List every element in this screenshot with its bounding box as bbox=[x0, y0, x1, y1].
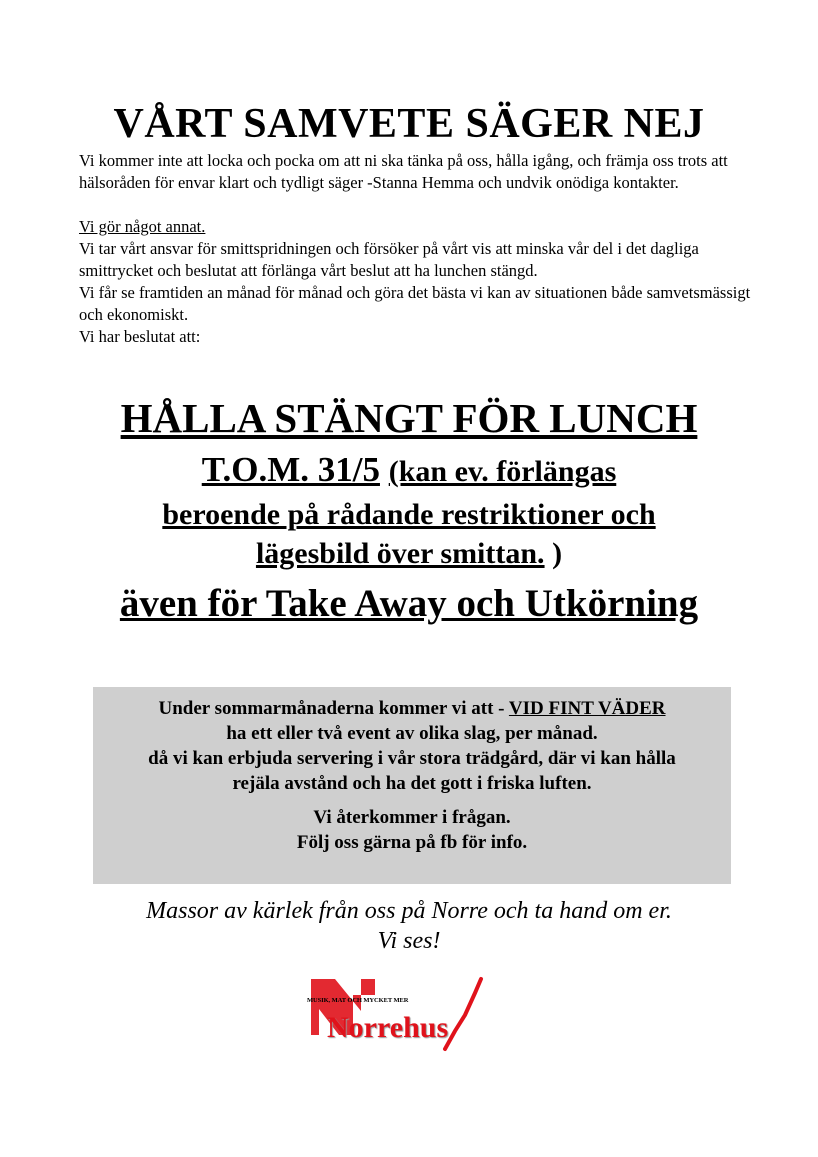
headline-closed-lunch: HÅLLA STÄNGT FÖR LUNCH bbox=[120, 395, 698, 441]
box-line-1-text: Under sommarmånaderna kommer vi att - bbox=[158, 698, 509, 719]
box-line-2: ha ett eller två event av olika slag, per månad. bbox=[226, 723, 598, 744]
page-title: VÅRT SAMVETE SÄGER NEJ bbox=[113, 101, 705, 147]
closing-message bbox=[0, 896, 818, 956]
norrehus-logo bbox=[305, 975, 490, 1053]
intro-paragraph-3: Vi får se framtiden an månad för månad och göra det bästa vi kan av situationen både samvetsmässigt och ekonomiskt. bbox=[79, 283, 751, 324]
intro-paragraph-4: Vi har beslutat att: bbox=[79, 327, 201, 346]
box-line-1-weather: VID FINT VÄDER bbox=[508, 698, 666, 719]
closing-line-2: Vi ses! bbox=[377, 928, 441, 954]
headline-date-note: (kan ev. förlängas bbox=[388, 455, 617, 488]
intro-subheading: Vi gör något annat. bbox=[79, 217, 206, 236]
headline-date-main: T.O.M. 31/5 bbox=[201, 450, 380, 489]
summer-info-box bbox=[93, 687, 731, 884]
box-line-5: Vi återkommer i frågan. bbox=[313, 807, 511, 828]
box-line-4: rejäla avstånd och ha det gott i friska luften. bbox=[232, 773, 592, 794]
logo-wordmark: Norrehus bbox=[327, 1011, 449, 1044]
headline-condition-ul: lägesbild över smittan. bbox=[255, 537, 545, 570]
intro-paragraph-1: Vi kommer inte att locka och pocka om att ni ska tänka på oss, hålla igång, och främja oss trots att hälsoråden för envar klart och tydligt säger -Stanna Hemma och undvik onödiga kontakter. bbox=[79, 151, 728, 192]
intro-paragraph-2: Vi tar vårt ansvar för smittspridningen och försöker på vårt vis att minska vår del i det dagliga smittrycket och beslutat att förlänga vårt beslut att ha lunchen stängd. bbox=[79, 239, 699, 280]
logo-tagline: MUSIK, MAT OCH MYCKET MER bbox=[307, 997, 409, 1004]
closing-line-1: Massor av kärlek från oss på Norre och ta hand om er. bbox=[146, 898, 672, 924]
headline-date bbox=[0, 448, 818, 494]
headline-condition: beroende på rådande restriktioner och bbox=[162, 498, 656, 531]
headline-takeaway: även för Take Away och Utkörning bbox=[119, 582, 699, 625]
box-line-3: då vi kan erbjuda servering i vår stora trädgård, där vi kan hålla bbox=[148, 748, 676, 769]
intro-text bbox=[79, 150, 759, 348]
headline-condition-end bbox=[0, 534, 818, 574]
box-line-1 bbox=[93, 696, 731, 721]
box-line-6: Följ oss gärna på fb för info. bbox=[296, 832, 528, 853]
headline-paren: ) bbox=[552, 537, 563, 570]
